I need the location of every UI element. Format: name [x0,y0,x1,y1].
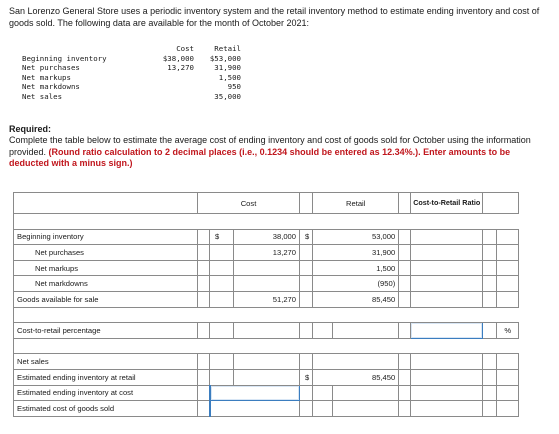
row-label: Net markups [14,260,198,276]
row-label: Net purchases [14,245,198,261]
row-label: Estimated ending inventory at cost [14,385,198,401]
spacer-row [14,214,519,230]
retail-est-ending-inventory: 85,450 [313,369,399,385]
given-label: Net sales [22,91,63,101]
row-label: Estimated ending inventory at retail [14,369,198,385]
given-retail: 31,900 [214,63,241,73]
required-instructions: Complete the table below to estimate the average cost of ending inventory and cost of goods sold for October using the information provided. [9,135,531,157]
rounding-instruction: (Round ratio calculation to 2 decimal places (i.e., 0.1234 should be entered as 12.34%.). Enter amounts to be deducted with a minus sign.) [9,146,511,169]
row-net-markups [14,260,519,276]
cost-goods-available: 51,270 [234,291,300,307]
col-cost-header: Cost [198,193,300,214]
retail-beginning-inventory: 53,000 [313,229,399,245]
row-est-ending-cost [14,385,519,401]
row-label: Net sales [14,354,198,370]
retail-net-markups: 1,500 [313,260,399,276]
cost-dollar-sign: $ [210,229,234,245]
row-net-markdowns [14,276,519,292]
col-retail-header: Retail [313,193,399,214]
required-heading: Required: [9,124,52,134]
cost-est-ending-inventory-input[interactable] [210,385,300,401]
given-header-cost: Cost [176,44,194,53]
given-label: Net purchases [22,63,80,73]
given-row [22,82,241,92]
cost-net-purchases: 13,270 [234,245,300,261]
row-cost-to-retail [14,323,519,339]
given-cost: $38,000 [162,53,194,63]
row-est-ending-retail [14,369,519,385]
given-cost: 13,270 [167,63,194,73]
spacer-row [14,307,519,323]
given-cost [156,92,194,102]
required-text [9,135,549,170]
row-label: Beginning inventory [14,229,198,245]
retail-method-worksheet [13,192,519,417]
row-label: Net markdowns [14,276,198,292]
given-label: Beginning inventory [22,53,107,63]
worksheet-header-row [14,193,519,214]
ratio-input[interactable] [411,323,483,339]
cost-est-cogs-input[interactable] [210,401,300,417]
spacer-row [14,338,519,354]
row-net-purchases [14,245,519,261]
given-retail: $53,000 [209,53,241,63]
given-row [22,73,241,83]
given-cost [156,82,194,92]
retail-net-markdowns: (950) [313,276,399,292]
row-label: Estimated cost of goods sold [14,401,198,417]
retail-net-sales-input[interactable] [313,354,399,370]
cost-beginning-inventory: 38,000 [234,229,300,245]
given-label: Net markups [22,72,71,82]
retail-net-purchases: 31,900 [313,245,399,261]
retail-dollar-sign: $ [300,369,313,385]
given-cost [156,73,194,83]
given-retail: 35,000 [214,91,241,101]
given-label: Net markdowns [22,82,80,92]
retail-goods-available: 85,450 [313,291,399,307]
row-est-cogs [14,401,519,417]
retail-dollar-sign: $ [300,229,313,245]
given-row [22,54,241,64]
given-row [22,63,241,73]
row-goods-available [14,291,519,307]
given-retail: 1,500 [218,72,241,82]
row-label: Goods available for sale [14,291,198,307]
problem-intro: San Lorenzo General Store uses a periodic inventory system and the retail inventory method to estimate ending inventory and cost of goods sold. The following data are available for the month of October 2021: [9,6,540,28]
row-label: Cost-to-retail percentage [14,323,198,339]
row-beginning-inventory [14,229,519,245]
given-header-retail: Retail [214,44,241,53]
given-row [22,92,241,102]
given-data-table [22,44,241,102]
percent-unit: % [497,323,519,339]
row-net-sales [14,354,519,370]
col-ratio-header: Cost-to-Retail Ratio [411,193,483,214]
given-header-row [22,44,241,54]
given-retail: 950 [227,82,241,92]
